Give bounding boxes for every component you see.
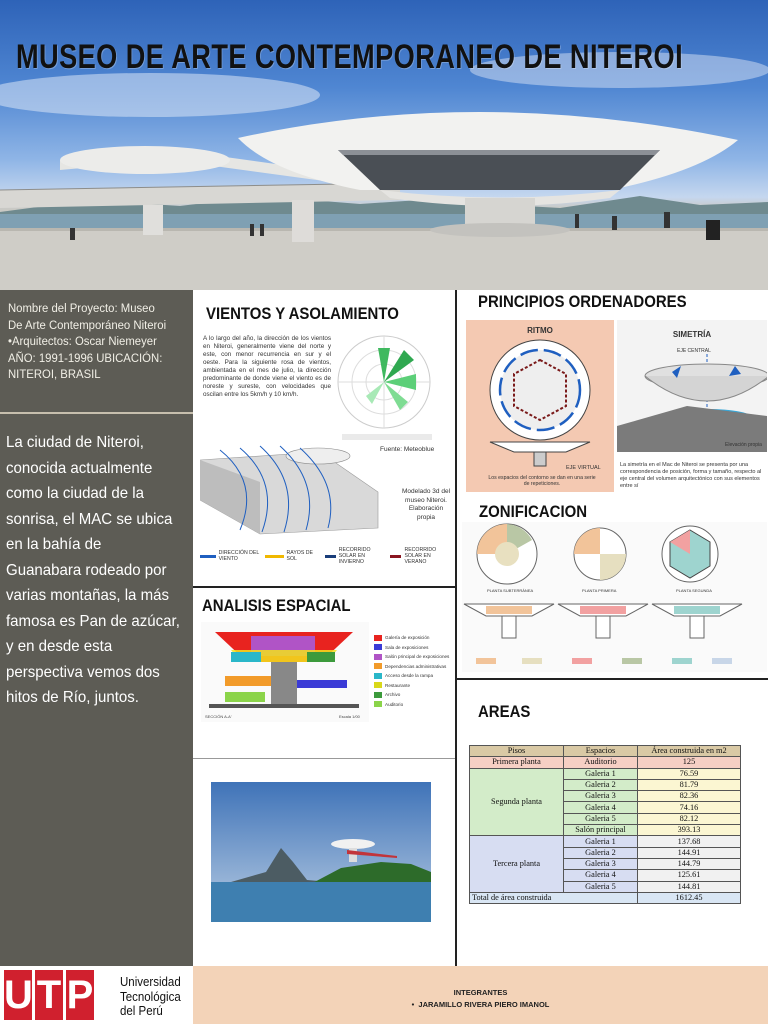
space-cell: Galeria 4: [564, 870, 638, 881]
space-cell: Auditorio: [564, 757, 638, 768]
ritmo-panel: [466, 320, 614, 492]
page-title: MUSEO DE ARTE CONTEMPORANEO DE NITEROI: [16, 38, 684, 76]
vientos-legend: [200, 547, 452, 565]
eje-virtual-label: EJE VIRTUAL: [566, 465, 601, 471]
ritmo-caption: Los espacios del contorno se dan en una serie de repeticiones.: [488, 475, 596, 487]
section-title-zonificacion: ZONIFICACION: [479, 502, 588, 521]
space-cell: Galeria 3: [564, 858, 638, 869]
space-cell: Galeria 1: [564, 768, 638, 779]
space-cell: Galeria 4: [564, 802, 638, 813]
logo-letter: P: [66, 973, 94, 1017]
legend-label: Acceso desde la rampa: [385, 673, 434, 679]
simetria-render: [617, 354, 767, 452]
utp-logo: [0, 966, 193, 1024]
legend-swatch: [374, 635, 382, 641]
footer-members: [193, 966, 768, 1024]
legend-label: Dependencias administrativas: [385, 663, 447, 669]
university-name: [120, 975, 181, 1019]
column-header: Pisos: [470, 746, 564, 757]
area-cell: 125: [638, 757, 741, 768]
legend-swatch: [374, 654, 382, 660]
legend-swatch: [374, 692, 382, 698]
hero-photo: [0, 0, 768, 290]
space-cell: Galeria 1: [564, 836, 638, 847]
space-cell: Galeria 2: [564, 779, 638, 790]
floor-cell: Tercera planta: [470, 836, 564, 892]
university-name-line: Tecnológica: [120, 989, 181, 1004]
vientos-text: A lo largo del año, la dirección de los vientos en Niteroi, generalmente viene del norte y este, con menor recurrencia en sur y el oeste. Para la siguiente rosa de vientos, ambientada en el mes de julio, la dirección predominante de donde viene el viento es de noreste y sureste, con velocidades que oscilan entre los 5km/h y 10 km/h.: [203, 335, 331, 398]
university-name-line: del Perú: [120, 1004, 163, 1018]
simetria-panel: [617, 320, 767, 452]
space-cell: Galeria 5: [564, 813, 638, 824]
divider: [193, 758, 455, 759]
legend-label: Archivo: [385, 692, 401, 698]
legend-item: [374, 700, 454, 710]
project-info-line: De Arte Contemporáneo Niteroi: [8, 317, 167, 332]
legend-label: RAYOS DE SOL: [286, 550, 313, 562]
project-info-line: •Arquitectos: Oscar Niemeyer: [8, 334, 157, 348]
area-cell: 393.13: [638, 825, 741, 836]
member-name: • JARAMILLO RIVERA PIERO IMANOL: [411, 1000, 550, 1009]
floor-cell: Segunda planta: [470, 768, 564, 836]
wind-rose: [322, 330, 452, 445]
legend-item: [374, 633, 454, 643]
project-info-line: Nombre del Proyecto: Museo: [8, 301, 155, 315]
project-info: [8, 300, 177, 383]
area-cell: 76.59: [638, 768, 741, 779]
column-header: Área construida en m2: [638, 746, 741, 757]
ritmo-label: RITMO: [527, 326, 553, 335]
legend-label: Salón principal de exposiciones: [385, 654, 450, 660]
section-title-areas: AREAS: [478, 702, 531, 721]
section-title-vientos: VIENTOS Y ASOLAMIENTO: [206, 304, 399, 323]
section-label: SECCIÓN A-A': [205, 714, 232, 719]
bay-photo: [211, 782, 431, 922]
legend-item: [374, 662, 454, 672]
table-header-row: [470, 746, 741, 757]
maroon-arrow-icon: [390, 555, 401, 558]
legend-item: [390, 547, 452, 565]
member-name-text: JARAMILLO RIVERA PIERO IMANOL: [418, 1000, 550, 1009]
section-title-analisis: ANALISIS ESPACIAL: [202, 596, 351, 615]
analisis-legend: [374, 633, 454, 709]
legend-label: DIRECCIÓN DEL VIENTO: [218, 550, 260, 562]
legend-label: RECORRIDO SOLAR EN INVIERNO: [338, 547, 371, 565]
area-cell: 81.79: [638, 779, 741, 790]
legend-item: [374, 643, 454, 653]
table-row: [470, 768, 741, 779]
plan-label: PLANTA SEGUNDA: [676, 588, 712, 593]
divider: [455, 290, 457, 966]
wind-model-3d: [200, 442, 390, 542]
legend-label: Galería de exposición: [385, 635, 430, 641]
column-header: Espacios: [564, 746, 638, 757]
legend-item: [200, 547, 262, 565]
logo-letter: T: [36, 973, 62, 1017]
area-cell: 74.16: [638, 802, 741, 813]
logo-letter-box: [4, 970, 32, 1020]
space-cell: Galeria 3: [564, 791, 638, 802]
integrantes-heading: INTEGRANTES: [453, 988, 508, 997]
legend-label: RECORRIDO SOLAR EN VERANO: [404, 547, 437, 565]
project-info-line: AÑO: 1991-1996 UBICACIÓN:: [8, 350, 163, 365]
legend-label: Sala de exposiciones: [385, 644, 429, 650]
section-title-principios: PRINCIPIOS ORDENADORES: [478, 292, 687, 311]
simetria-caption: La simetría en el Mac de Niteroi se presenta por una correspondencia de posición, forma y tamaño, respecto al eje central del volumen arquitectónico con sus elementos entre sí: [620, 462, 762, 489]
legend-item: [265, 547, 321, 565]
legend-swatch: [374, 663, 382, 669]
university-name-line: Universidad: [120, 975, 181, 989]
total-value-cell: 1612.45: [638, 892, 741, 903]
divider: [0, 412, 193, 414]
logo-letter-box: [66, 970, 94, 1020]
area-cell: 137.68: [638, 836, 741, 847]
scale-label: Escala 1/00: [339, 714, 360, 719]
area-cell: 144.91: [638, 847, 741, 858]
navy-arrow-icon: [325, 555, 336, 558]
legend-swatch: [374, 673, 382, 679]
description-text: La ciudad de Niteroi, conocida actualmente como la ciudad de la sonrisa, el MAC se ubica en la bahía de Guanabara rodeado por varias montañas, la más famosa es Pan de azúcar, y en desde esta perspectiva vemos dos hitos de Río, juntos.: [6, 434, 180, 706]
area-cell: 144.81: [638, 881, 741, 892]
legend-item: [374, 652, 454, 662]
floor-cell: Primera planta: [470, 757, 564, 768]
total-label-cell: Total de área construida: [470, 892, 638, 903]
divider: [455, 678, 768, 680]
ritmo-plan: [484, 338, 596, 468]
left-panel: [0, 290, 193, 966]
logo-letter: U: [4, 973, 33, 1017]
legend-label: Auditorio: [385, 701, 404, 707]
logo-letter-box: [35, 970, 63, 1020]
area-cell: 125.61: [638, 870, 741, 881]
divider: [193, 586, 455, 588]
table-row: [470, 757, 741, 768]
simetria-label: SIMETRÍA: [672, 330, 712, 339]
area-cell: 82.12: [638, 813, 741, 824]
blue-arrow-icon: [200, 555, 216, 558]
legend-swatch: [374, 701, 382, 707]
table-row: [470, 892, 741, 903]
area-cell: 82.36: [638, 791, 741, 802]
space-cell: Galeria 2: [564, 847, 638, 858]
eje-central-label: EJE CENTRAL: [677, 348, 711, 354]
yellow-arrow-icon: [265, 555, 283, 558]
vientos-source: Fuente: Meteoblue: [380, 446, 435, 453]
plan-label: PLANTA SUBTERRÁNEA: [487, 588, 534, 593]
spatial-section-drawing: [201, 622, 369, 722]
legend-item: [374, 681, 454, 691]
legend-item: [374, 671, 454, 681]
space-cell: Salón principal: [564, 825, 638, 836]
logo-letters: [4, 970, 94, 1020]
space-cell: Galeria 5: [564, 881, 638, 892]
legend-item: [325, 547, 387, 565]
elevacion-label: Elevación propia: [725, 442, 762, 448]
legend-label: Restaurante: [385, 682, 411, 688]
project-info-line: NITEROI, BRASIL: [8, 367, 101, 381]
legend-swatch: [374, 644, 382, 650]
table-row: [470, 836, 741, 847]
model-caption: Modelado 3d del museo Niteroi. Elaboración propia: [401, 488, 451, 521]
legend-item: [374, 690, 454, 700]
zonificacion-plans: [462, 522, 767, 672]
areas-table: [469, 745, 741, 904]
area-cell: 144.79: [638, 858, 741, 869]
legend-swatch: [374, 682, 382, 688]
plan-label: PLANTA PRIMERA: [582, 588, 617, 593]
